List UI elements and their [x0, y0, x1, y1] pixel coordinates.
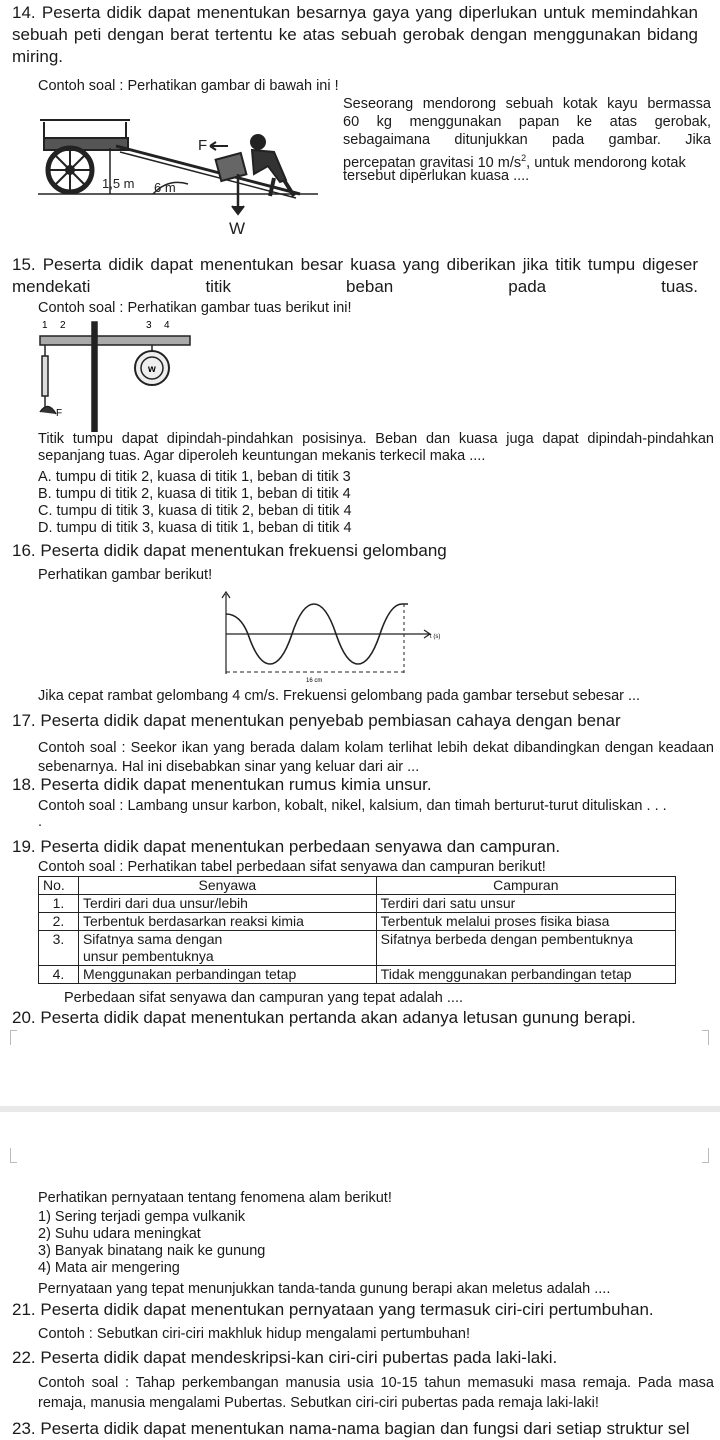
fig-F-label: F	[198, 137, 208, 154]
q14-soal-line5: tersebut diperlukan kuasa ....	[343, 168, 530, 184]
q15-option-c: C. tumpu di titik 3, kuasa di titik 2, beban di titik 4	[38, 503, 352, 519]
wave-figure	[218, 590, 458, 690]
q19-after: Perbedaan sifat senyawa dan campuran yang tepat adalah ....	[64, 990, 464, 1006]
crop-mark	[702, 1148, 709, 1163]
crop-mark	[702, 1030, 709, 1045]
q15-option-d: D. tumpu di titik 3, kuasa di titik 1, beban di titik 4	[38, 520, 352, 536]
q18-contoh: Contoh soal : Lambang unsur karbon, kobalt, nikel, kalsium, dan timah berturut-turut dituliskan . . .	[38, 798, 667, 814]
table-header-senyawa: Senyawa	[78, 877, 376, 895]
table-row	[39, 913, 676, 931]
lever-weight-label: w	[148, 364, 156, 375]
list-item: 3) Banyak binatang naik ke gunung	[38, 1243, 266, 1259]
q16-body: Jika cepat rambat gelombang 4 cm/s. Frekuensi gelombang pada gambar tersebut sebesar ...	[38, 688, 641, 704]
page-break	[0, 1106, 720, 1112]
q15-option-a: A. tumpu di titik 2, kuasa di titik 1, beban di titik 3	[38, 469, 351, 485]
fig-length-label: 6 m	[154, 180, 176, 195]
table-cell: Terbentuk berdasarkan reaksi kimia	[78, 913, 376, 931]
q20-intro: Perhatikan pernyataan tentang fenomena alam berikut!	[38, 1190, 392, 1206]
lever-point-2: 2	[60, 320, 66, 331]
q21-text: 21. Peserta didik dapat menentukan pernyataan yang termasuk ciri-ciri pertumbuhan.	[12, 1300, 654, 1319]
table-cell: Sifatnya sama dengan unsur pembentuknya	[78, 931, 376, 966]
q20-text: 20. Peserta didik dapat menentukan pertanda akan adanya letusan gunung berapi.	[12, 1008, 636, 1027]
q15-text: 15. Peserta didik dapat menentukan besar kuasa yang diberikan jika titik tumpu digeser mendekati titik beban pada tuas.	[12, 255, 698, 296]
list-item: 1) Sering terjadi gempa vulkanik	[38, 1209, 246, 1225]
lever-point-4: 4	[164, 320, 170, 331]
q20-after: Pernyataan yang tepat menunjukkan tanda-tanda gunung berapi akan meletus adalah ....	[38, 1281, 611, 1297]
q19-contoh: Contoh soal : Perhatikan tabel perbedaan sifat senyawa dan campuran berikut!	[38, 859, 546, 875]
table-cell: Terdiri dari satu unsur	[376, 895, 675, 913]
table-header-row	[39, 877, 676, 895]
table-cell: Terdiri dari dua unsur/lebih	[78, 895, 376, 913]
crop-mark	[10, 1030, 17, 1045]
q15-body: Titik tumpu dapat dipindah-pindahkan posisinya. Beban dan kuasa juga dapat dipindah-pindahkan sepanjang tuas. Agar diperoleh keuntungan mekanis terkecil maka ....	[38, 431, 714, 464]
q22-text: 22. Peserta didik dapat mendeskripsi-kan ciri-ciri pubertas pada laki-laki.	[12, 1348, 558, 1367]
q14-soal-line1: Seseorang mendorong sebuah kotak kayu bermassa	[343, 96, 711, 112]
lever-figure	[38, 316, 198, 432]
table-header-campuran: Campuran	[376, 877, 675, 895]
fig-W-label: W	[229, 219, 246, 238]
table-header-no: No.	[39, 877, 79, 895]
crop-mark	[10, 1148, 17, 1163]
q18-dot: .	[38, 814, 43, 830]
incline-figure	[38, 108, 338, 240]
table-row	[39, 931, 676, 966]
table-row	[39, 895, 676, 913]
table-cell: 4.	[39, 966, 79, 984]
comparison-table	[38, 876, 676, 984]
table-cell: 1.	[39, 895, 79, 913]
q15-option-b: B. tumpu di titik 2, kuasa di titik 1, beban di titik 4	[38, 486, 351, 502]
lever-point-3: 3	[146, 320, 152, 331]
lever-point-1: 1	[42, 320, 48, 331]
q20-statement-list	[38, 1209, 265, 1277]
q14-contoh: Contoh soal : Perhatikan gambar di bawah ini !	[38, 78, 339, 94]
fig-height-label: 1,5 m	[102, 176, 135, 191]
table-cell: Terbentuk melalui proses fisika biasa	[376, 913, 675, 931]
q14-text: 14. Peserta didik dapat menentukan besarnya gaya yang diperlukan untuk memindahkan sebuah peti dengan berat tertentu ke atas sebuah gerobak dengan menggunakan bidang miring.	[12, 3, 698, 66]
q23-text: 23. Peserta didik dapat menentukan nama-nama bagian dan fungsi dari setiap struktur sel	[12, 1419, 690, 1438]
q16-text: 16. Peserta didik dapat menentukan frekuensi gelombang	[12, 541, 447, 560]
wave-width-label: 16 cm	[306, 678, 323, 684]
lever-force-label: F	[56, 408, 63, 419]
q14-soal-line3: sebagaimana ditunjukkan pada gambar. Jika	[343, 132, 711, 148]
q19-text: 19. Peserta didik dapat menentukan perbedaan senyawa dan campuran.	[12, 837, 561, 856]
wave-axis-label: t (s)	[430, 634, 441, 640]
q21-contoh: Contoh : Sebutkan ciri-ciri makhluk hidup mengalami pertumbuhan!	[38, 1326, 470, 1342]
list-item: 2) Suhu udara meningkat	[38, 1226, 201, 1242]
q16-intro: Perhatikan gambar berikut!	[38, 567, 213, 583]
q15-contoh: Contoh soal : Perhatikan gambar tuas berikut ini!	[38, 300, 352, 316]
table-cell: 3.	[39, 931, 79, 966]
q18-text: 18. Peserta didik dapat menentukan rumus kimia unsur.	[12, 775, 432, 794]
list-item: 4) Mata air mengering	[38, 1260, 180, 1276]
q17-text: 17. Peserta didik dapat menentukan penyebab pembiasan cahaya dengan benar	[12, 711, 621, 730]
q14-soal-line4: percepatan gravitasi 10 $m/s^2$, untuk mendorong kotak	[343, 153, 686, 171]
table-cell: 2.	[39, 913, 79, 931]
table-row	[39, 966, 676, 984]
table-cell: Tidak menggunakan perbandingan tetap	[376, 966, 675, 984]
table-cell: Menggunakan perbandingan tetap	[78, 966, 376, 984]
table-cell: Sifatnya berbeda dengan pembentuknya	[376, 931, 675, 966]
q22-contoh: Contoh soal : Tahap perkembangan manusia usia 10-15 tahun memasuki masa remaja. Pada masa remaja, manusia mengalami Pubertas. Sebutkan ciri-ciri pubertas pada remaja laki-laki!	[38, 1375, 714, 1411]
q17-contoh: Contoh soal : Seekor ikan yang berada dalam kolam terlihat lebih dekat dibandingkan dengan keadaan sebenarnya. Hal ini disebabkan sinar yang keluar dari air ...	[38, 740, 714, 775]
q14-soal-line2: 60 kg menggunakan papan ke atas gerobak,	[343, 114, 711, 130]
